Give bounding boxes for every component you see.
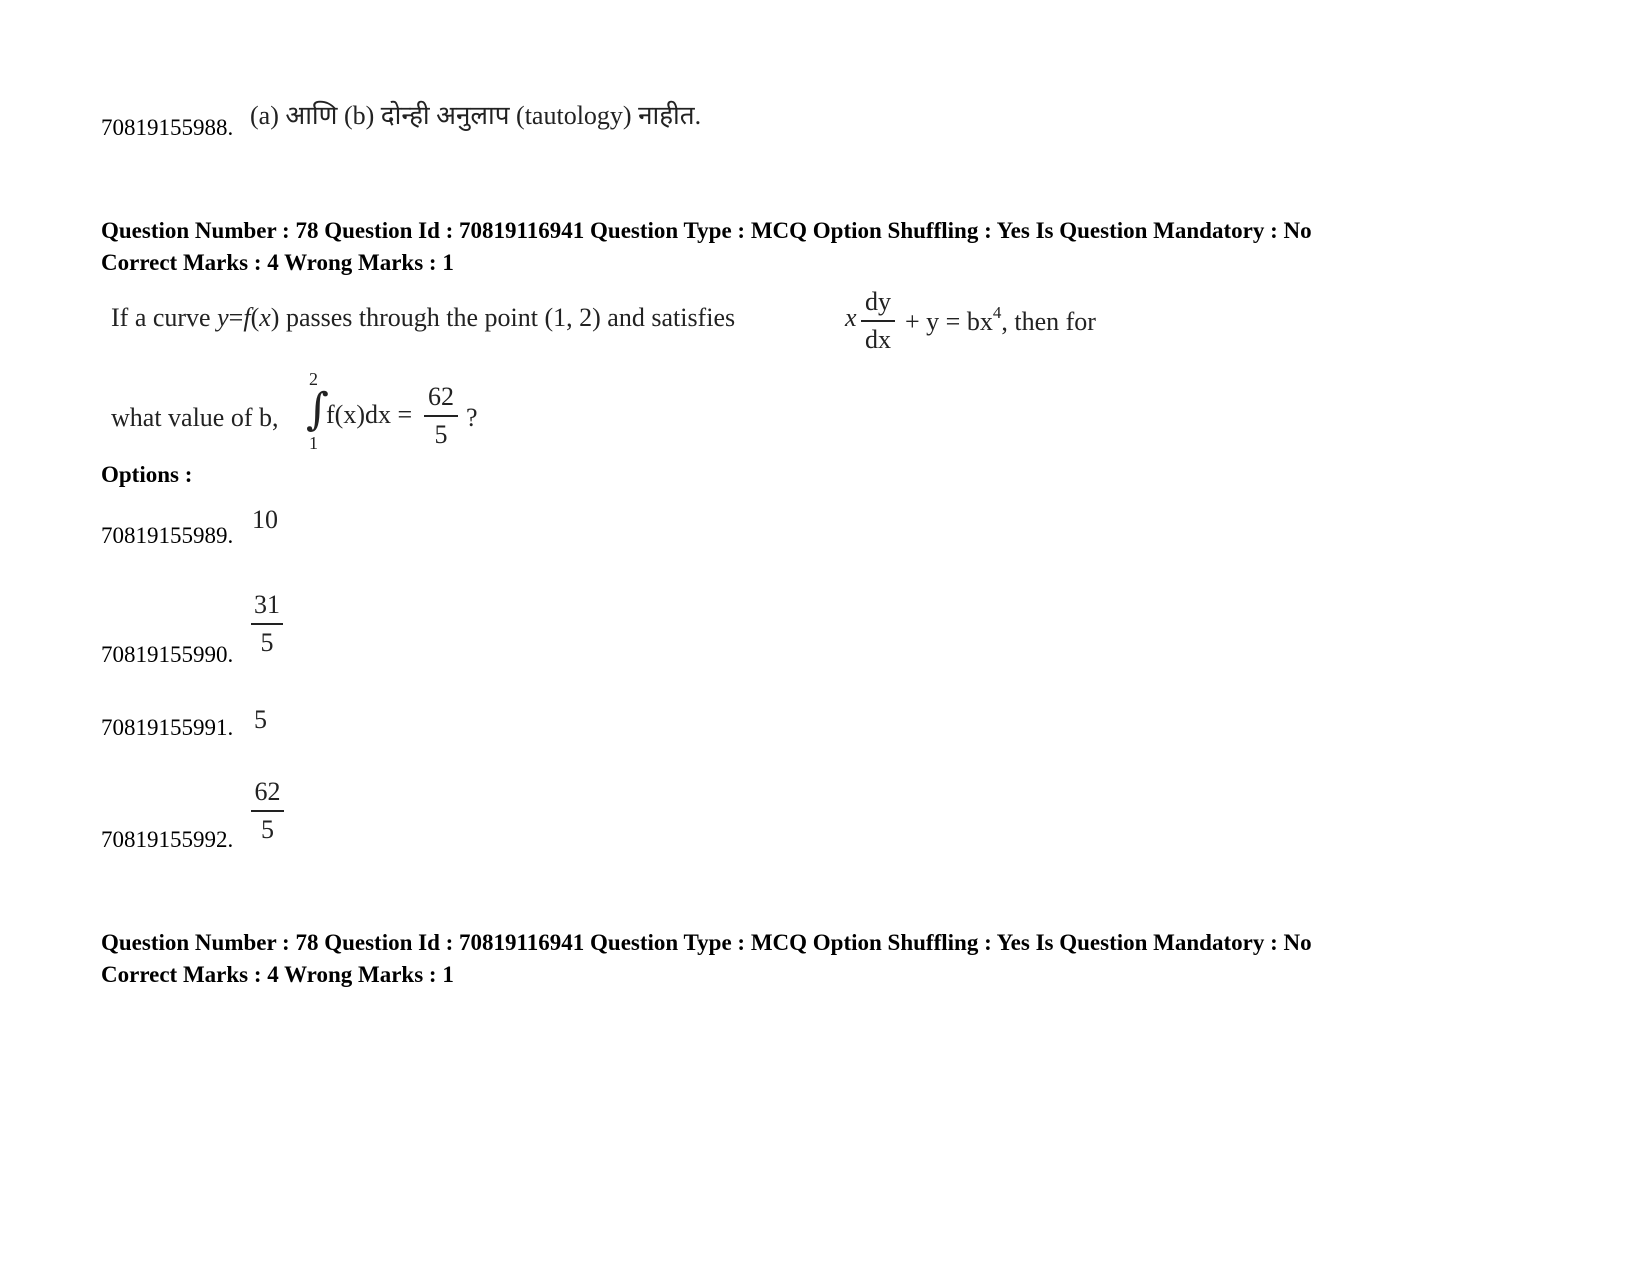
option-value: 5: [254, 705, 267, 734]
integral-upper-limit: 2: [309, 369, 318, 389]
option-id: 70819155988.: [101, 115, 234, 140]
option-id: 70819155991.: [101, 715, 234, 740]
derivative-coef: x: [845, 303, 857, 332]
question-mark: ?: [466, 403, 478, 432]
integral-sign: ∫: [306, 384, 329, 435]
options-label: Options :: [101, 462, 193, 487]
integral-result-fraction: 62 5: [424, 382, 458, 450]
question-text-line1-end: + $y = bx^4$, then for: [905, 303, 1096, 336]
option-id: 70819155992.: [101, 827, 234, 852]
integrand: f(x)dx =: [326, 400, 413, 429]
option-id: 70819155990.: [101, 642, 234, 667]
question-text-line1: If a curve y=f(x) passes through the point (1, 2) and satisfies: [111, 303, 736, 332]
option-id: 70819155989.: [101, 523, 234, 548]
question-header: Question Number : 78 Question Id : 70819116941 Question Type : MCQ Option Shuffling : Yes Is Question Mandatory : No: [101, 930, 1312, 955]
integral-lower-limit: 1: [309, 433, 318, 453]
option-fraction: 62 5: [251, 777, 284, 845]
question-marks: Correct Marks : 4 Wrong Marks : 1: [101, 962, 454, 987]
option-text: (a) आणि (b) दोन्ही अनुलाप (tautology) नाहीत.: [250, 101, 702, 130]
option-fraction: 31 5: [251, 590, 283, 658]
derivative-fraction: dy dx: [861, 287, 895, 355]
question-header: Question Number : 78 Question Id : 70819116941 Question Type : MCQ Option Shuffling : Yes Is Question Mandatory : No: [101, 218, 1312, 243]
option-value: 10: [252, 505, 278, 534]
question-marks: Correct Marks : 4 Wrong Marks : 1: [101, 250, 454, 275]
question-text-line2: what value of b,: [111, 403, 279, 432]
